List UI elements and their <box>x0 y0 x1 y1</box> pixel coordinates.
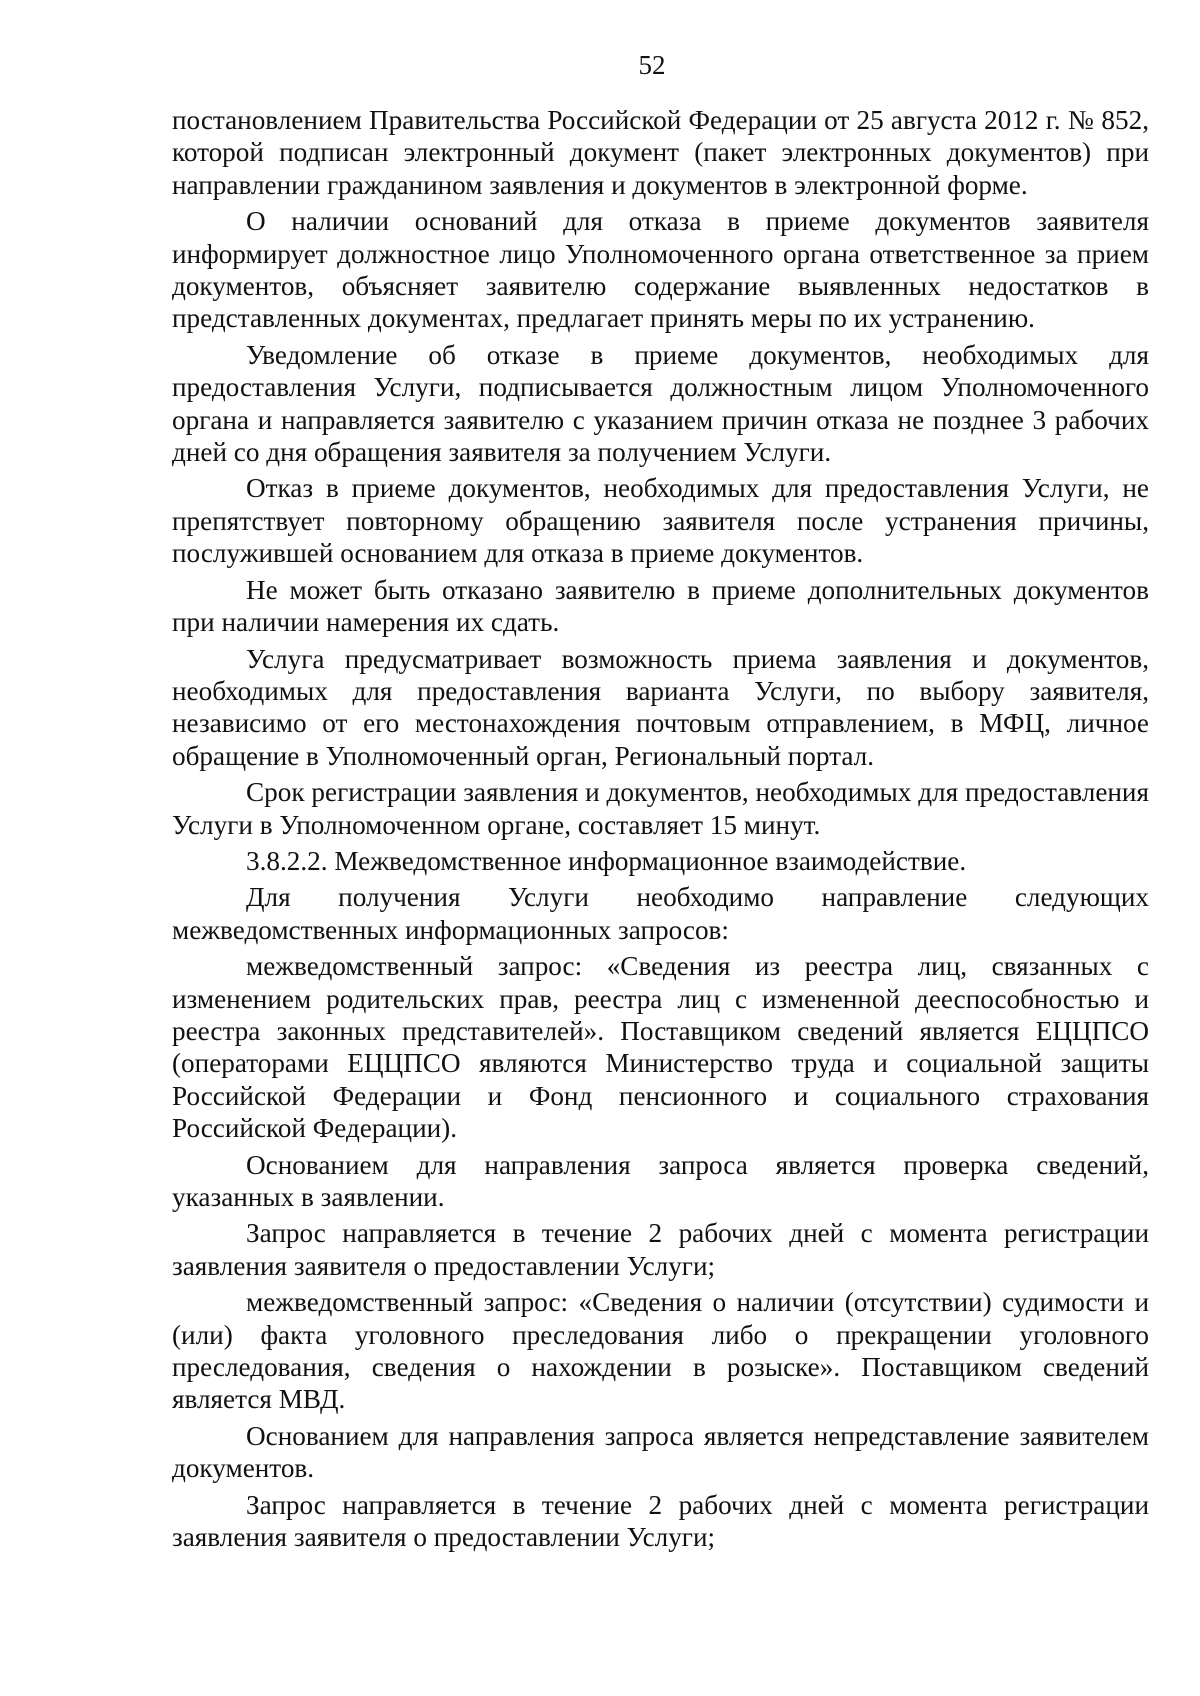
section-heading-interagency: 3.8.2.2. Межведомственное информационное взаимодействие. <box>246 845 967 876</box>
paragraph-submission-options: Услуга предусматривает возможность приема заявления и документов, необходимых для предоставления варианта Услуги, по выбору заявителя, независимо от его местонахождения почтовым отправлением, в МФЦ, личное обращение в Уполномоченный орган, Региональный портал. <box>172 643 1149 771</box>
document-body <box>172 104 1149 1557</box>
page-number: 52 <box>638 50 666 80</box>
paragraph-request-timing-2: Запрос направляется в течение 2 рабочих дней с момента регистрации заявления заявителя о предоставлении Услуги; <box>172 1489 1149 1553</box>
paragraph-refusal-no-obstacle: Отказ в приеме документов, необходимых для предоставления Услуги, не препятствует повторному обращению заявителя после устранения причины, послужившей основанием для отказа в приеме документов. <box>172 473 1149 569</box>
paragraph-requests-intro: Для получения Услуги необходимо направление следующих межведомственных информационных запросов: <box>172 882 1149 945</box>
paragraph-request-basis: Основанием для направления запроса является проверка сведений, указанных в заявлении. <box>172 1149 1149 1212</box>
paragraph-registration-time: Срок регистрации заявления и документов, необходимых для предоставления Услуги в Уполномоченном органе, составляет 15 минут. <box>172 777 1149 840</box>
paragraph-refusal-notice: Уведомление об отказе в приеме документов, необходимых для предоставления Услуги, подписывается должностным лицом Уполномоченного органа и направляется заявителю с указанием причин отказа не позднее 3 рабочих дней со дня обращения заявителя за получением Услуги. <box>172 339 1149 468</box>
paragraph-refusal-grounds: О наличии оснований для отказа в приеме документов заявителя информирует должностное лицо Уполномоченного органа ответственное за прием документов, объясняет заявителю содержание выявленных недостатков в представленных документах, предлагает принять меры по их устранению. <box>172 206 1149 334</box>
paragraph-request-criminal-record: межведомственный запрос: «Сведения о наличии (отсутствии) судимости и (или) факта уголовного преследования либо о прекращении уголовного преследования, сведения о нахождении в розыске». Поставщиком сведений является МВД. <box>172 1287 1149 1415</box>
paragraph-continuation: постановлением Правительства Российской Федерации от 25 августа 2012 г. № 852, которой подписан электронный документ (пакет электронных документов) при направлении гражданином заявления и документов в электронной форме. <box>172 105 1149 200</box>
paragraph-request-basis-2: Основанием для направления запроса является непредставление заявителем документов. <box>172 1420 1149 1484</box>
paragraph-additional-documents: Не может быть отказано заявителю в приеме дополнительных документов при наличии намерения их сдать. <box>172 574 1149 638</box>
paragraph-request-timing: Запрос направляется в течение 2 рабочих дней с момента регистрации заявления заявителя о предоставлении Услуги; <box>172 1218 1149 1281</box>
paragraph-request-registry: межведомственный запрос: «Сведения из реестра лиц, связанных с изменением родительских прав, реестра лиц с измененной дееспособностью и реестра законных представителей». Поставщиком сведений является ЕЦЦПСО (операторами ЕЦЦПСО являются Министерство труда и социальной защиты Российской Федерации и Фонд пенсионного и социального страхования Российской Федерации). <box>172 951 1149 1144</box>
